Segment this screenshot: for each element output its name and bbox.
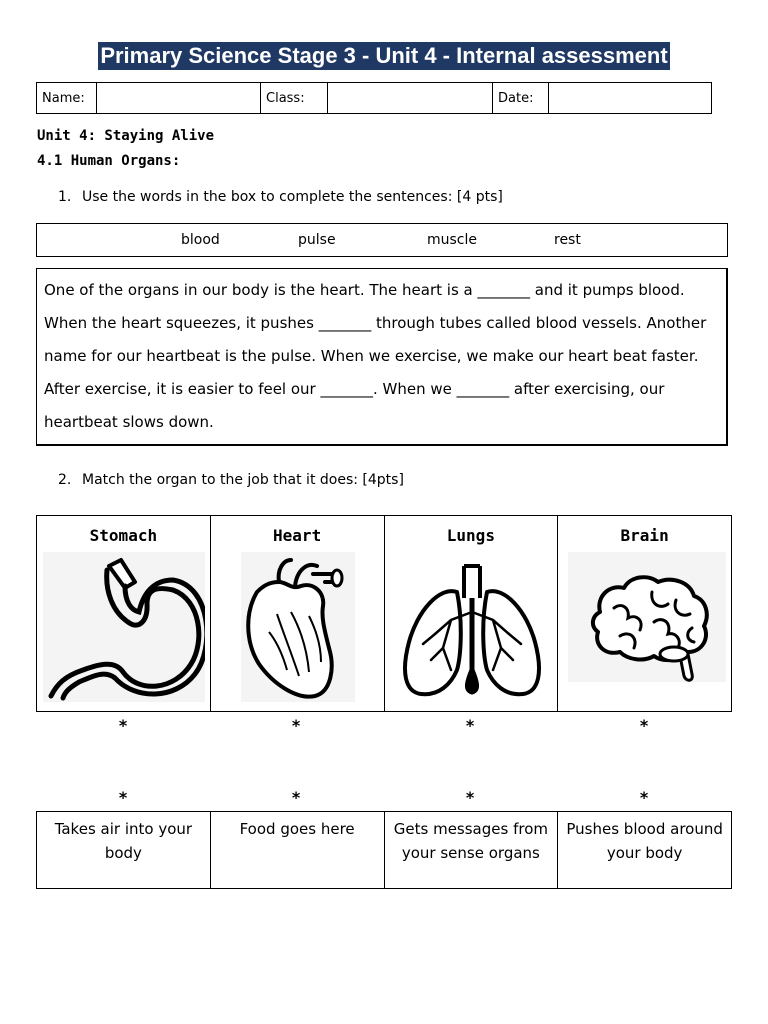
match-dot-bottom[interactable]: * xyxy=(465,788,475,807)
name-label: Name: xyxy=(37,83,97,114)
student-info-table xyxy=(36,82,712,114)
match-dot-bottom[interactable]: * xyxy=(639,788,649,807)
jobs-table xyxy=(36,811,732,889)
fill-in-paragraph: One of the organs in our body is the heart. The heart is a _______ and it pumps blood. When the heart squeezes, it pushes _______ through tubes called blood vessels. Another name for our heartbeat is the pulse. When we exercise, we make our heart beat faster. After exercise, it is easier to feel our _______. When we _______ after exercising, our heartbeat slows down. xyxy=(36,268,728,446)
brain-icon xyxy=(564,552,726,702)
question-2-text: Match the organ to the job that it does: [4pts] xyxy=(82,472,404,488)
word-bank-item: pulse xyxy=(298,232,336,248)
date-label: Date: xyxy=(493,83,549,114)
organ-cell-lungs xyxy=(385,516,559,711)
name-field[interactable] xyxy=(97,83,261,114)
organ-cell-brain xyxy=(558,516,731,711)
section-title: 4.1 Human Organs: xyxy=(37,153,181,169)
word-bank-item: muscle xyxy=(427,232,478,248)
date-field[interactable] xyxy=(549,83,712,114)
match-dot-top[interactable]: * xyxy=(639,716,649,735)
match-dot-top[interactable]: * xyxy=(465,716,475,735)
job-cell: Gets messages from your sense organs xyxy=(384,812,558,889)
organ-name-brain: Brain xyxy=(620,526,669,545)
word-bank-item: rest xyxy=(554,232,581,248)
title-wrap xyxy=(0,42,768,70)
question-1 xyxy=(58,189,503,205)
unit-title: Unit 4: Staying Alive xyxy=(37,128,215,144)
page-title: Primary Science Stage 3 - Unit 4 - Internal assessment xyxy=(100,43,668,68)
heart-icon xyxy=(217,552,379,702)
organ-cell-heart xyxy=(211,516,385,711)
question-2 xyxy=(58,472,404,488)
question-2-number: 2. xyxy=(58,472,72,488)
class-field[interactable] xyxy=(328,83,493,114)
organ-name-heart: Heart xyxy=(273,526,322,545)
organ-grid xyxy=(36,515,732,712)
organ-cell-stomach xyxy=(37,516,211,711)
match-dot-top[interactable]: * xyxy=(118,716,128,735)
match-dot-bottom[interactable]: * xyxy=(118,788,128,807)
organ-name-stomach: Stomach xyxy=(89,526,158,545)
lungs-icon xyxy=(391,552,553,702)
match-dot-top[interactable]: * xyxy=(291,716,301,735)
question-1-text: Use the words in the box to complete the sentences: [4 pts] xyxy=(82,189,503,205)
job-cell: Pushes blood around your body xyxy=(558,812,732,889)
organ-name-lungs: Lungs xyxy=(446,526,495,545)
word-bank-item: blood xyxy=(181,232,220,248)
class-label: Class: xyxy=(261,83,328,114)
word-bank xyxy=(36,223,728,257)
question-1-number: 1. xyxy=(58,189,72,205)
match-dot-bottom[interactable]: * xyxy=(291,788,301,807)
job-cell: Takes air into your body xyxy=(37,812,211,889)
job-cell: Food goes here xyxy=(210,812,384,889)
stomach-icon xyxy=(43,552,205,702)
